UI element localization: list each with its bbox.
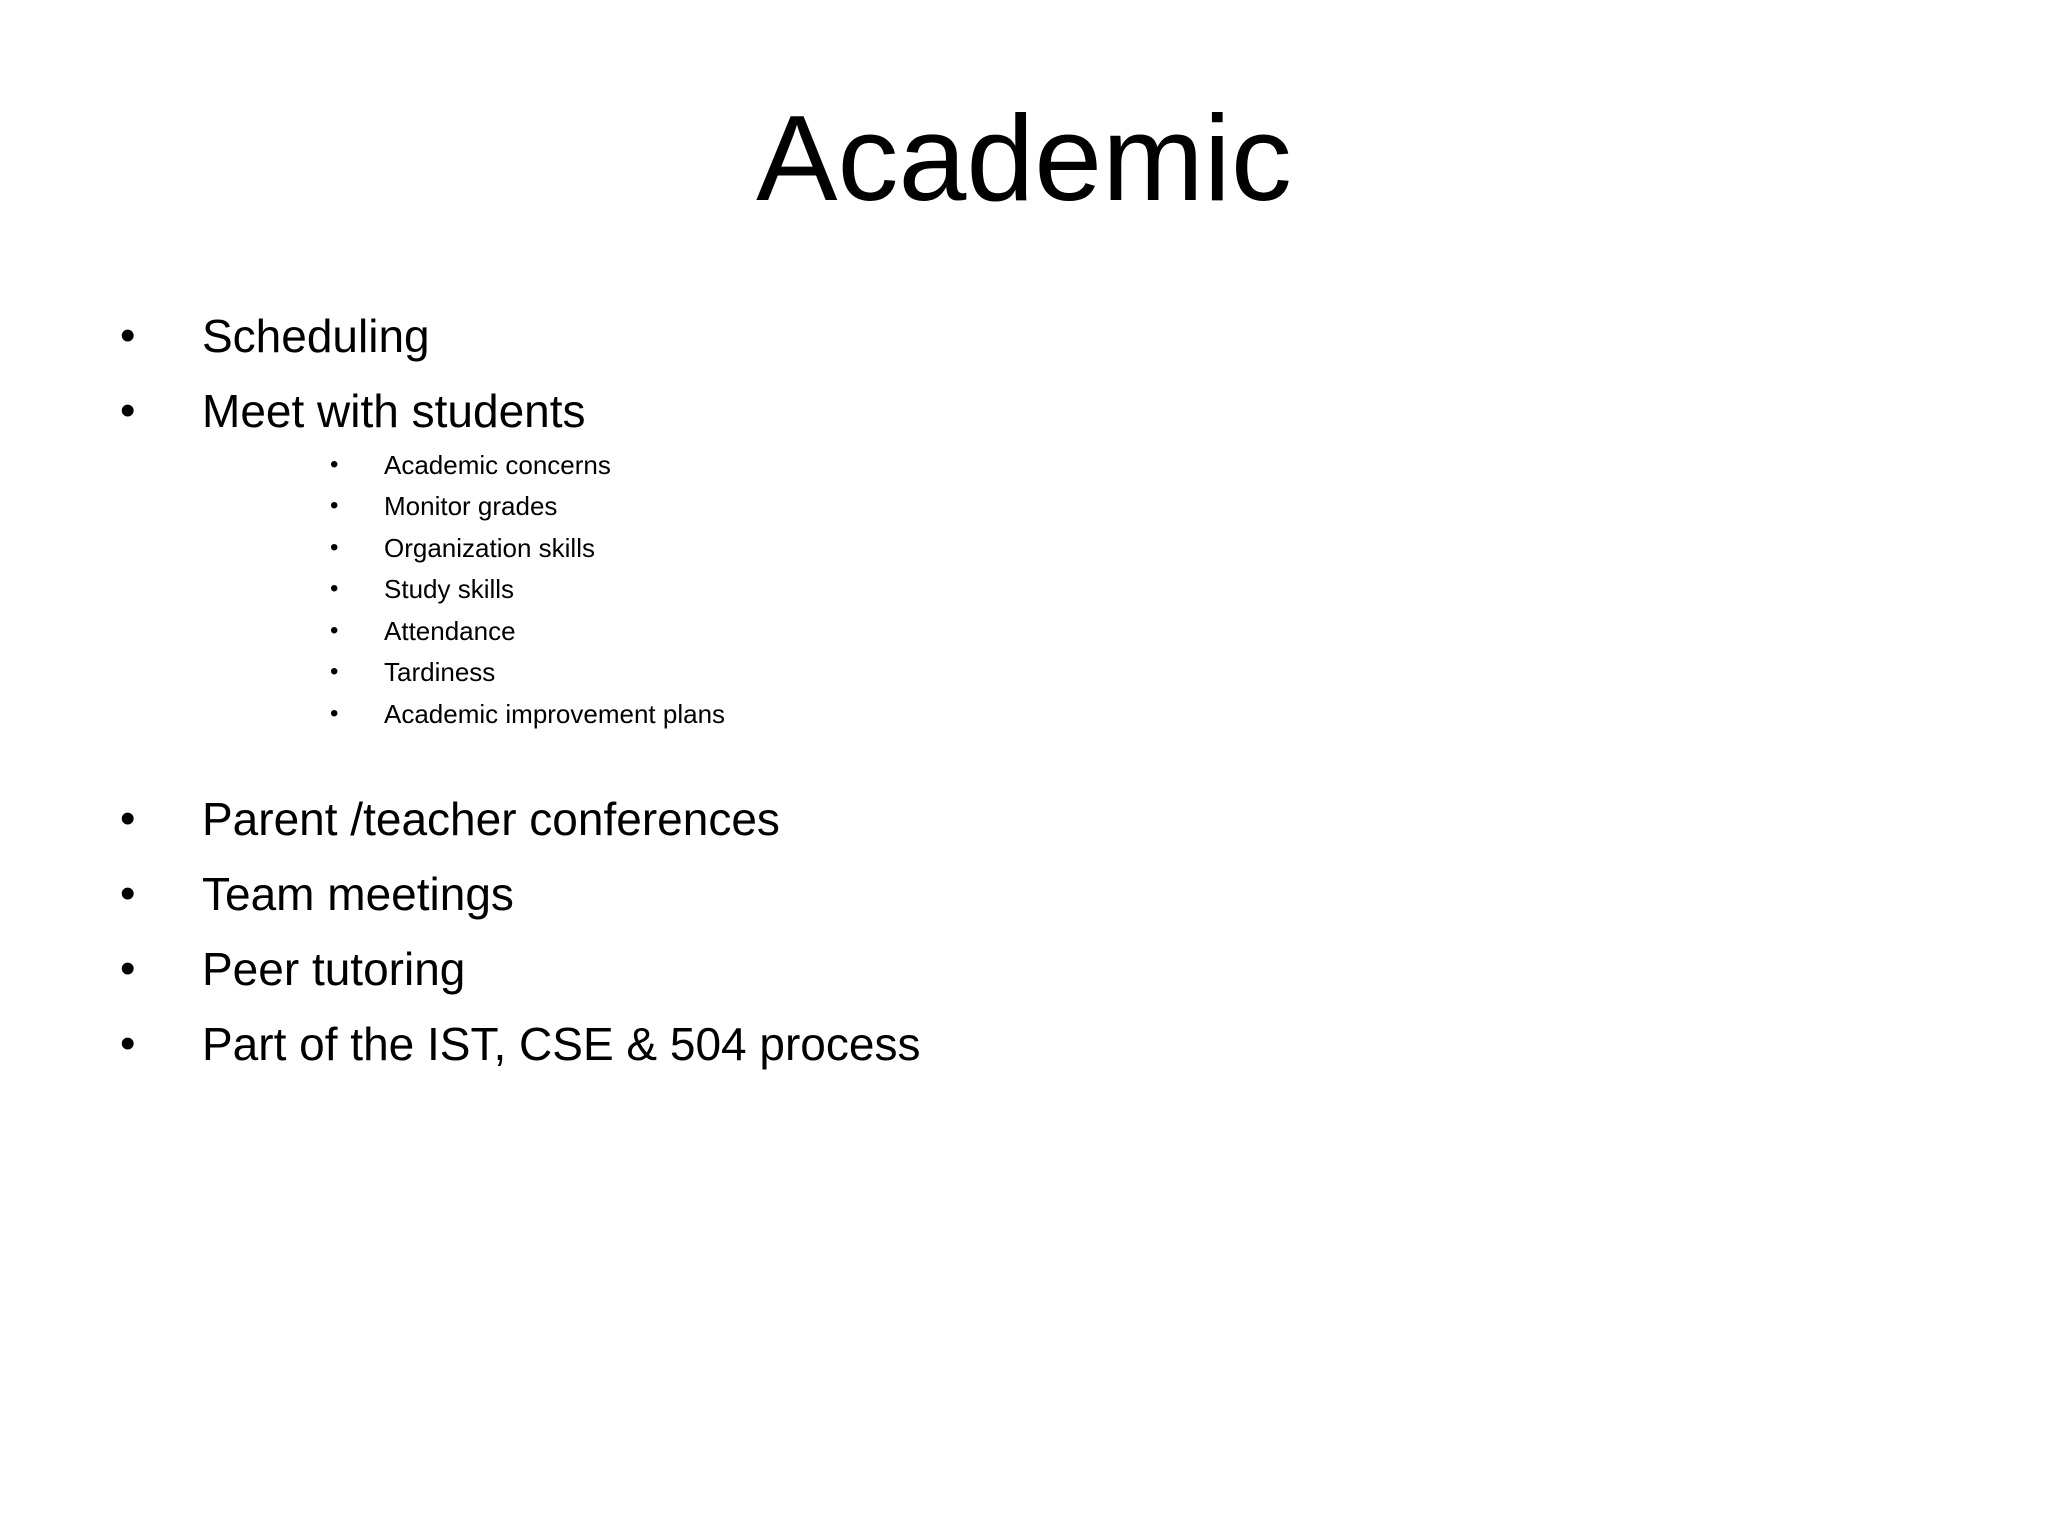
sub-bullet-text: Academic improvement plans: [384, 699, 726, 729]
bullet-text: Peer tutoring: [202, 943, 466, 995]
bullet-icon: •: [330, 700, 339, 727]
bullet-icon: •: [330, 534, 339, 561]
bullet-icon: •: [120, 311, 136, 360]
bullet-text: Part of the IST, CSE & 504 process: [202, 1018, 921, 1070]
bullet-icon: •: [330, 451, 339, 478]
bullet-icon: •: [120, 1019, 136, 1068]
bullet-icon: •: [330, 617, 339, 644]
bullet-icon: •: [330, 492, 339, 519]
sub-bullet-text: Attendance: [384, 616, 516, 646]
bullet-text: Parent /teacher conferences: [202, 793, 780, 845]
bullet-icon: •: [120, 944, 136, 993]
bullet-icon: •: [120, 869, 136, 918]
bullet-icon: •: [120, 794, 136, 843]
bullet-text: Meet with students: [202, 385, 586, 437]
sub-bullet-text: Organization skills: [384, 533, 595, 563]
slide-title: Academic: [756, 90, 1292, 226]
sub-bullet-text: Monitor grades: [384, 491, 558, 521]
bullet-text: Team meetings: [202, 868, 514, 920]
bullet-icon: •: [120, 386, 136, 435]
sub-bullet-text: Tardiness: [384, 657, 496, 687]
bullet-text: Scheduling: [202, 310, 430, 362]
bullet-icon: •: [330, 658, 339, 685]
sub-bullet-text: Academic concerns: [384, 450, 611, 480]
bullet-icon: •: [330, 575, 339, 602]
sub-bullet-text: Study skills: [384, 574, 515, 604]
